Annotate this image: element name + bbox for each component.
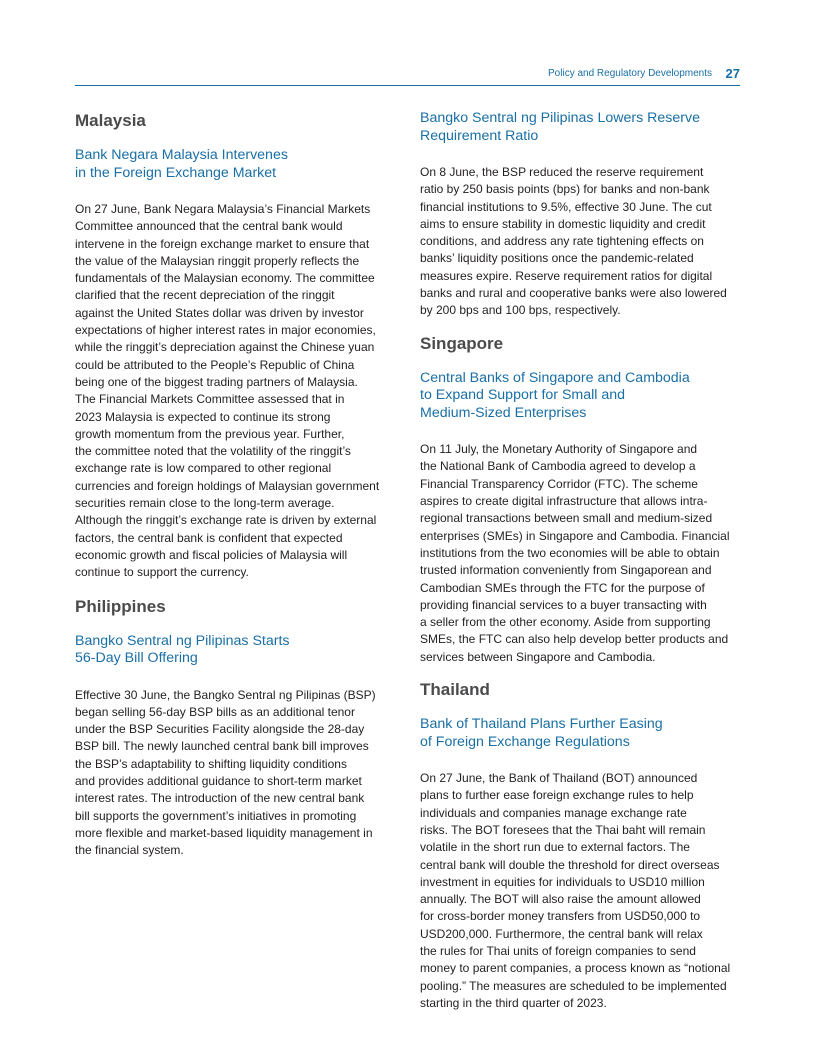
body-bsp-reserve: On 8 June, the BSP reduced the reserve requirement ratio by 250 basis points (bps) for banks and non-bank financial institutions to 9.5%, effective 30 June. The cut aims to ensure stability in domestic liquidity and credit conditions, and address any rate tightening effects on banks’ liquidity positions once the pandemic-related measures expire. Reserve requirement ratios for digital banks and rural and cooperative banks were also lowered by 200 bps and 100 bps, respectively. — [420, 165, 727, 318]
left-column — [75, 110, 393, 860]
heading-thailand: Thailand — [420, 680, 490, 700]
subheading-bot-easing: Bank of Thailand Plans Further Easing of Foreign Exchange Regulations — [420, 716, 663, 750]
heading-philippines: Philippines — [75, 596, 166, 616]
subheading-bnm-intervenes: Bank Negara Malaysia Intervenes in the Foreign Exchange Market — [75, 147, 288, 181]
header-rule — [75, 85, 740, 86]
body-bsp-56day: Effective 30 June, the Bangko Sentral ng Pilipinas (BSP) began selling 56-day BSP bills as an additional tenor under the BSP Securities Facility alongside the 28-day BSP bill. The newly launched central bank bill improves the BSP’s adaptability to shifting liquidity conditions and provides additional guidance to short-term market interest rates. The introduction of the new central bank bill supports the government’s initiatives in promoting more flexible and market-based liquidity management in the financial system. — [75, 687, 376, 858]
subheading-bsp-56day: Bangko Sentral ng Pilipinas Starts 56-Day Bill Offering — [75, 632, 290, 667]
page-header — [0, 66, 740, 84]
body-sg-cambodia: On 11 July, the Monetary Authority of Singapore and the National Bank of Cambodia agreed to develop a Financial Transparency Corridor (FTC). The scheme aspires to create digital infrastructure that allows intra- regional transactions between small and medium-sized enterprises (SMEs) in Singapore and Cambodia. Financial institutions from the two economies will be able to obtain trusted information conveniently from Singaporean and Cambodian SMEs through the FTC for the purpose of providing financial services to a buyer transacting with a seller from the other economy. Aside from supporting SMEs, the FTC can also help develop better products and services between Singapore and Cambodia. — [420, 442, 730, 664]
body-bnm-intervenes: On 27 June, Bank Negara Malaysia’s Financial Markets Committee announced that the central bank would intervene in the foreign exchange market to ensure that the value of the Malaysian ringgit properly reflects the fundamentals of the Malaysian economy. The committee clarified that the recent depreciation of the ringgit against the United States dollar was driven by investor expectations of higher interest rates in major economies, while the ringgit’s depreciation against the Chinese yuan could be attributed to the People’s Republic of China being one of the biggest trading partners of Malaysia. The Financial Markets Committee assessed that in 2023 Malaysia is expected to continue its strong growth momentum from the previous year. Further, the committee noted that the volatility of the ringgit’s exchange rate is low compared to other regional currencies and foreign holdings of Malaysian government securities remain close to the long-term average. Although the ringgit’s exchange rate is driven by external factors, the central bank is confident that expected economic growth and fiscal policies of Malaysia will continue to support the currency. — [75, 202, 380, 580]
heading-singapore: Singapore — [420, 333, 504, 353]
heading-malaysia: Malaysia — [75, 111, 146, 130]
right-column — [420, 110, 742, 1012]
subheading-sg-cambodia: Central Banks of Singapore and Cambodia to Expand Support for Small and Medium-Sized Enterprises — [420, 369, 690, 421]
body-bot-easing: On 27 June, the Bank of Thailand (BOT) announced plans to further ease foreign exchange rules to help individuals and companies manage exchange rate risks. The BOT foresees that the Thai baht will remain volatile in the short run due to external factors. The central bank will double the threshold for direct overseas investment in equities for individuals to USD10 million annually. The BOT will also raise the amount allowed for cross-border money transfers from USD50,000 to USD200,000. Furthermore, the central bank will relax the rules for Thai units of foreign companies to send money to parent companies, a process known as “notional pooling.” The measures are scheduled to be implemented starting in the third quarter of 2023. — [420, 771, 731, 1010]
section-title: Policy and Regulatory Developments — [548, 68, 712, 79]
subheading-bsp-reserve: Bangko Sentral ng Pilipinas Lowers Reserve Requirement Ratio — [420, 110, 700, 144]
page-number: 27 — [725, 66, 740, 81]
